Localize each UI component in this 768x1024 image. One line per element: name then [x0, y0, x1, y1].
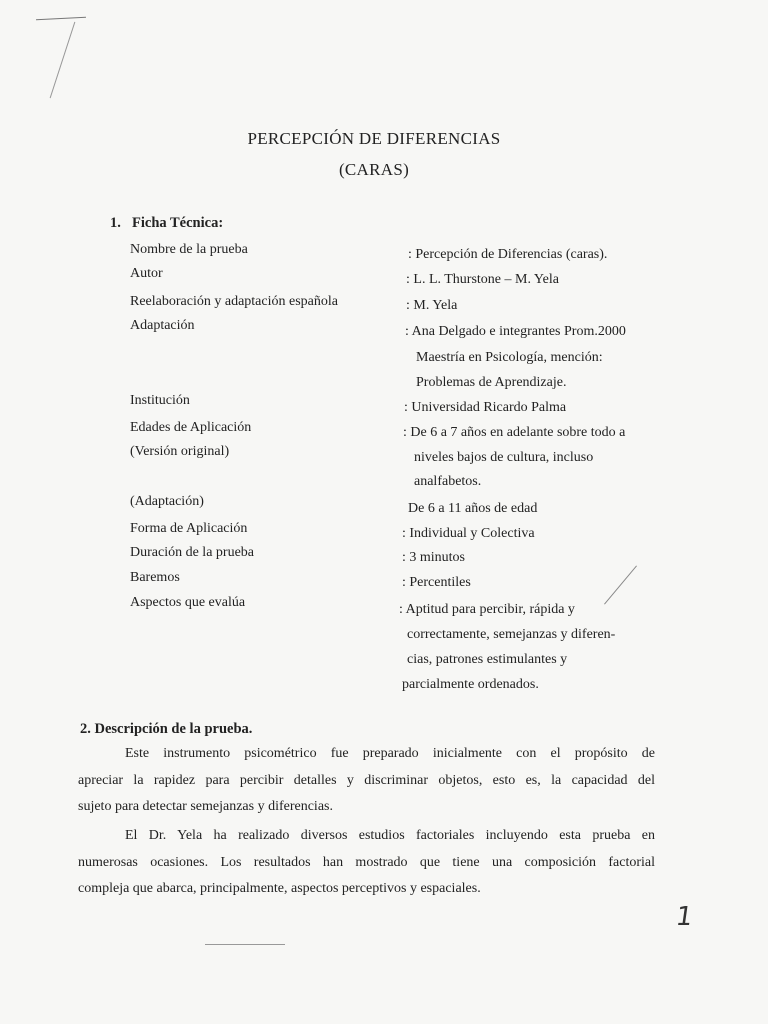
field-label-forma: Forma de Aplicación — [130, 521, 248, 536]
section-1-title: Ficha Técnica: — [132, 215, 224, 231]
page-number: 1 — [673, 902, 695, 932]
field-value-baremos: : Percentiles — [402, 575, 471, 590]
document-subtitle: (CARAS) — [338, 160, 410, 179]
paragraph-description-1: Este instrumento psicométrico fue preparado inicialmente con el propósito de apreciar la rapidez para percibir detalles y discriminar objetos, esto es, la capacidad del sujeto para detectar semejanzas y diferencias. — [78, 746, 655, 814]
field-label-duracion: Duración de la prueba — [130, 545, 254, 560]
scan-mark — [50, 22, 76, 98]
document-title: PERCEPCIÓN DE DIFERENCIAS — [247, 129, 501, 148]
section-1-number: 1. — [110, 215, 121, 231]
field-label-reelaboracion: Reelaboración y adaptación española — [130, 294, 338, 309]
section-1-heading — [110, 215, 223, 232]
field-label-institucion: Institución — [130, 393, 190, 408]
field-value-autor: : L. L. Thurstone – M. Yela — [406, 272, 559, 287]
field-label-adaptacion: Adaptación — [130, 318, 195, 333]
field-value-forma: : Individual y Colectiva — [402, 526, 535, 541]
field-label-baremos: Baremos — [130, 570, 180, 585]
field-label-adaptacion-edad: (Adaptación) — [130, 494, 204, 509]
field-label-nombre: Nombre de la prueba — [130, 242, 248, 257]
scan-mark — [205, 944, 285, 945]
field-label-edades: Edades de Aplicación — [130, 420, 252, 435]
field-label-aspectos: Aspectos que evalúa — [130, 595, 246, 610]
scan-mark — [36, 17, 86, 21]
field-label-version-original: (Versión original) — [130, 444, 230, 459]
field-value-institucion: : Universidad Ricardo Palma — [404, 400, 567, 415]
field-value-reelaboracion: : M. Yela — [406, 298, 458, 313]
field-label-autor: Autor — [130, 266, 163, 281]
field-value-duracion: : 3 minutos — [402, 550, 466, 565]
paragraph-description-2: El Dr. Yela ha realizado diversos estudios factoriales incluyendo esta prueba en numerosas ocasiones. Los resultados han mostrado que tiene una composición factorial compleja que abarca, principalmente, aspectos perceptivos y espaciales. — [78, 828, 655, 896]
field-value-nombre: : Percepción de Diferencias (caras). — [408, 247, 608, 262]
field-value-aspectos: : Aptitud para percibir, rápida y correctamente, semejanzas y diferen- cias, patrones estimulantes y parcialmente ordenados. — [399, 602, 616, 692]
field-value-adaptacion-edad: De 6 a 11 años de edad — [408, 501, 538, 516]
field-value-edades: : De 6 a 7 años en adelante sobre todo a niveles bajos de cultura, incluso analfabetos. — [403, 425, 626, 489]
field-value-adaptacion: : Ana Delgado e integrantes Prom.2000 Maestría en Psicología, mención: Problemas de Aprendizaje. — [405, 324, 626, 390]
section-2-heading: 2. Descripción de la prueba. — [80, 721, 253, 737]
